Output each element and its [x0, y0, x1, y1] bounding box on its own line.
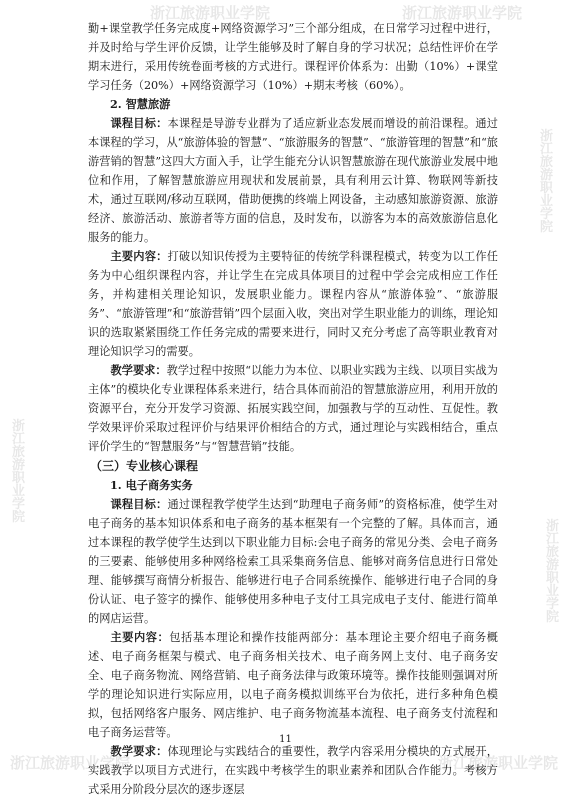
course-heading-ecommerce: 1. 电子商务实务 [110, 478, 193, 492]
smart-tourism-content [88, 247, 498, 361]
watermark-right-low: 浙江旅游职业学院 [546, 519, 560, 625]
content-label: 主要内容： [110, 249, 168, 263]
smart-tourism-goal [88, 114, 498, 247]
requirements-label: 教学要求： [110, 744, 168, 758]
requirements-text: 体现理论与实践结合的重要性，教学内容采用分模块的方式展开，实践教学以项目方式进行，在实践中考核学生的职业素养和团队合作能力。考核方式采用分阶段分层次的逐步逐层 [88, 745, 498, 796]
document-body [88, 19, 498, 799]
ecommerce-goal [88, 495, 498, 628]
ecommerce-requirements [88, 742, 498, 799]
watermark-bottom-left: 浙江旅游职业学院 [10, 754, 131, 772]
content-text: 打破以知识传授为主要特征的传统学科课程模式，转变为以工作任务为中心组织课程内容，并让学生在完成具体项目的过程中学会完成相应工作任务，并构建相关理论知识，发展职业能力。课程内容从“旅游体验”、“旅游服务”、“旅游管理”和“旅游营销”四个层面入收，突出对学生职业能力的训练，理论知识的选取紧紧围绕工作任务完成的需要来进行，同时又充分考虑了高等职业教育对理论知识学习的需要。 [88, 250, 498, 358]
watermark-top-right: 浙江旅游职业学院 [402, 4, 523, 22]
watermark-left-vertical: 浙江旅游职业学院 [12, 419, 26, 525]
requirements-label: 教学要求： [110, 363, 167, 377]
page-number: 11 [279, 734, 292, 745]
goal-text: 本课程是导游专业群为了适应新业态发展而增设的前沿课程。通过本课程的学习，从“旅游体验的智慧”、“旅游服务的智慧”、“旅游管理的智慧”和“旅游营销的智慧”这四大方面入手，让学生能充分认识智慧旅游在现代旅游业发展中地位和作用，了解智慧旅游应用现状和发展前景，具有利用云计算、物联网等新技术，通过互联网/移动互联网，借助便携的终端上网设备，主动感知旅游资源、旅游经济、旅游活动、旅游者等方面的信息，及时发布，以游客为本的高效旅游信息化服务的能力。 [88, 117, 498, 244]
requirements-text: 教学过程中按照“以能力为本位、以职业实践为主线、以项目实战为主体”的模块化专业课程体系来进行，结合具体而前沿的智慧旅游应用，利用开放的资源平台，充分开发学习资源、拓展实践空间，加强教与学的互动性、互促性。教学效果评价采取过程评价与结果评价相结合的方式，通过理论与实践相结合，重点评价学生的“智慧服务”与“智慧营销”技能。 [88, 364, 498, 453]
section-heading-core-courses: （三）专业核心课程 [90, 459, 199, 473]
watermark-bottom-right: 浙江旅游职业学院 [438, 754, 559, 772]
goal-label: 课程目标： [110, 497, 168, 511]
content-text: 包括基本理论和操作技能两部分：基本理论主要介绍电子商务概述、电子商务框架与模式、电子商务相关技术、电子商务网上支付、电子商务安全、电子商务物流、网络营销、电子商务法律与政策环境等。操作技能则强调对所学的理论知识进行实际应用，以电子商务模拟训练平台为依托，进行多种角色模拟，包括网络客户服务、网店维护、电子商务物流基本流程、电子商务支付流程和电子商务运营等。 [88, 631, 498, 739]
watermark-right-vertical: 浙江旅游职业学院 [540, 129, 554, 235]
evaluation-paragraph: 勤+课堂教学任务完成度+网络资源学习”三个部分组成，在日常学习过程中进行，并及时给与学生评价反馈，让学生能够及时了解自身的学习状况；总结性评价在学期末进行，采用传统卷面考核的方式进行。课程评价体系为：出勤（10%）+课堂学习任务（20%）+网络资源学习（10%）+期末考核（60%）。 [88, 22, 498, 92]
content-label: 主要内容： [110, 630, 170, 644]
course-heading-smart-tourism: 2. 智慧旅游 [110, 97, 171, 111]
ecommerce-content [88, 628, 498, 742]
smart-tourism-requirements [88, 361, 498, 456]
goal-label: 课程目标： [110, 116, 168, 130]
goal-text: 通过课程教学使学生达到“助理电子商务师”的资格标准，使学生对电子商务的基本知识体系和电子商务的基本框架有一个完整的了解。具体而言，通过本课程的教学使学生达到以下职业能力目标:会电子商务的常见分类、会电子商务的三要素、能够使用多种网络检索工具采集商务信息、能够对商务信息进行日常处理、能够撰写商情分析报告、能够进行电子合同系统操作、能够进行电子合同的身份认证、电子签字的操作、能够使用多种电子支付工具完成电子支付、能进行简单的网店运营。 [88, 498, 498, 625]
watermark-top-left: 浙江旅游职业学院 [150, 4, 271, 22]
